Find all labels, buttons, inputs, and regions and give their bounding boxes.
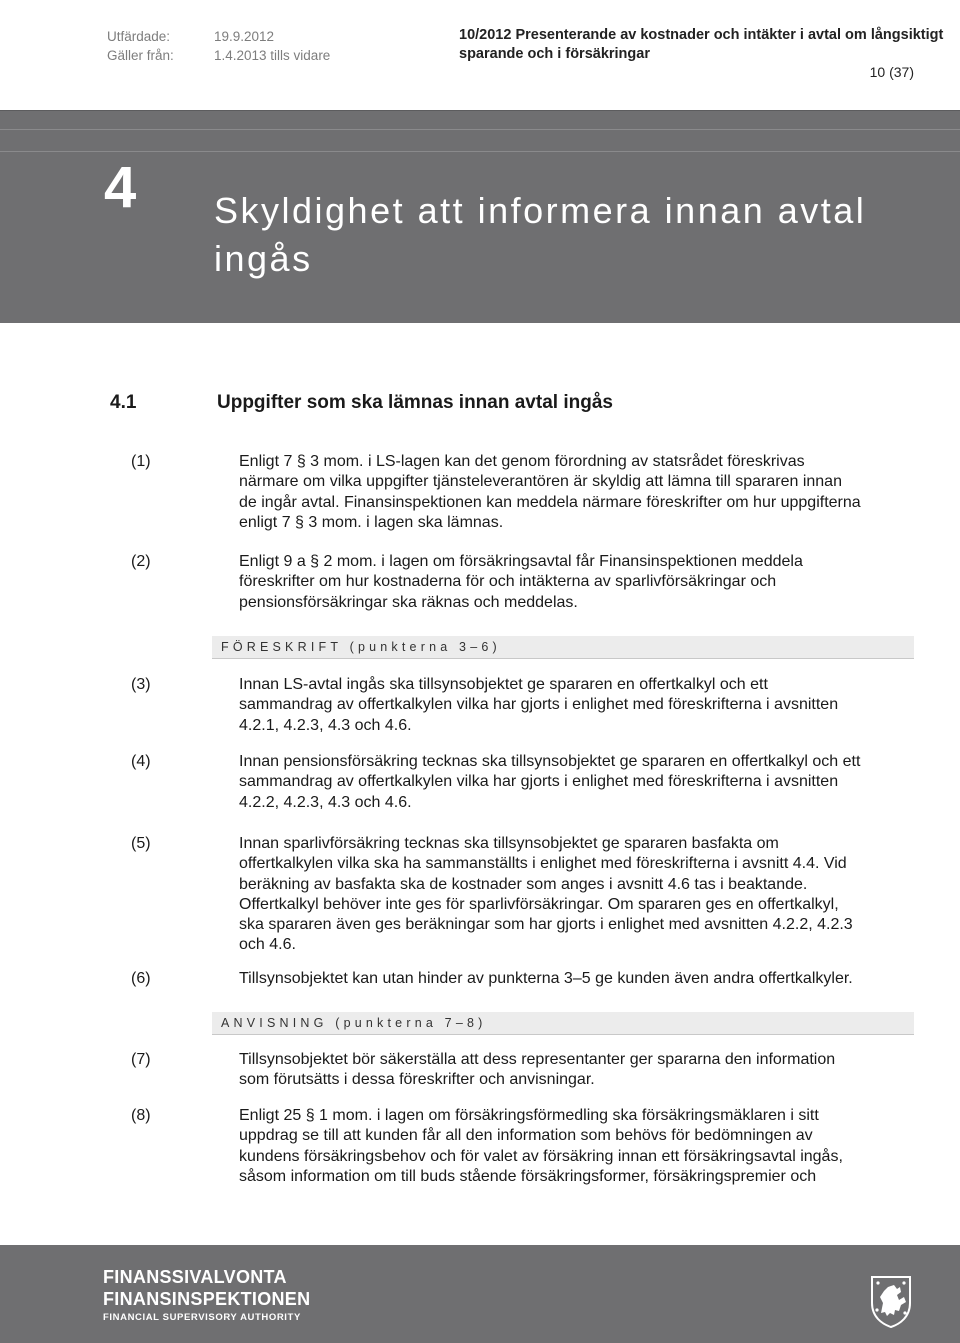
text-line: och 4.6.	[239, 936, 296, 954]
paragraph-number: (7)	[131, 1051, 151, 1068]
text-line: Offertkalkyl behöver inte ges för sparlivförsäkringar. Om spararen ges en offertkalkyl,	[239, 895, 839, 913]
section-number: 4.1	[110, 392, 137, 413]
text-line: de ingår avtal. Finansinspektionen kan meddela närmare föreskrifter om hur uppgifterna	[239, 493, 861, 511]
chapter-title-line-1: Skyldighet att informera innan avtal	[214, 190, 867, 231]
paragraph-number: (2)	[131, 553, 151, 570]
issued-date: 19.9.2012	[214, 29, 275, 44]
paragraph-text	[239, 969, 919, 989]
text-line: såsom information om till buds stående försäkringsformer, försäkringspremier och	[239, 1167, 817, 1185]
text-line: Innan pensionsförsäkring tecknas ska tillsynsobjektet ge spararen en offertkalkyl och ett	[239, 753, 861, 770]
text-line: Enligt 25 § 1 mom. i lagen om försäkringsförmedling ska försäkringsmäklaren i sitt	[239, 1107, 819, 1124]
paragraph-number: (5)	[131, 835, 151, 852]
document-title-line-2: sparande och i försäkringar	[459, 46, 650, 62]
banner-rule	[0, 151, 960, 152]
paragraph-text	[239, 675, 919, 736]
guidance-heading: ANVISNING (punkterna 7–8)	[221, 1016, 487, 1030]
chapter-banner	[0, 110, 960, 323]
paragraph-number: (6)	[131, 970, 151, 987]
footer-banner	[0, 1245, 960, 1343]
paragraph-text	[239, 452, 919, 533]
paragraph-number: (3)	[131, 676, 151, 693]
text-line: Innan sparlivförsäkring tecknas ska tillsynsobjektet ge spararen basfakta om	[239, 835, 779, 852]
text-line: Enligt 7 § 3 mom. i LS-lagen kan det genom förordning av statsrådet föreskrivas	[239, 453, 805, 470]
regulation-heading-box	[212, 636, 914, 659]
text-line: ska spararen även ges beräkningar som har gjorts i enlighet med avsnitten 4.2.2, 4.2.3	[239, 916, 853, 934]
text-line: föreskrifter om hur kostnaderna för och intäkterna av sparlivförsäkringar och	[239, 573, 777, 591]
regulation-heading: FÖRESKRIFT (punkterna 3–6)	[221, 640, 501, 654]
guidance-heading-box	[212, 1012, 914, 1035]
paragraph-text	[239, 834, 919, 956]
paragraph-number: (4)	[131, 753, 151, 770]
text-line: offertkalkylen vilka ska ha sammanställts i enlighet med föreskrifterna i avsnitt 4.4. Vid	[239, 855, 847, 873]
text-line: kundens försäkringsbehov och för valet av försäkring innan ett försäkringsavtal ingås,	[239, 1147, 843, 1165]
lion-coat-of-arms-icon	[866, 1273, 916, 1329]
text-line: 4.2.2, 4.2.3, 4.3 och 4.6.	[239, 793, 412, 811]
text-line: närmare om vilka uppgifter tjänsteleverantören är skyldig att lämna till spararen innan	[239, 473, 842, 491]
text-line: Tillsynsobjektet kan utan hinder av punkterna 3–5 ge kunden även andra offertkalkyler.	[239, 970, 853, 987]
text-line: sammandrag av offertkalkylen vilka har gjorts i enlighet med föreskrifterna i avsnitten	[239, 773, 839, 791]
text-line: uppdrag se till att kunden får all den information som behövs för bedömningen av	[239, 1127, 813, 1145]
text-line: 4.2.1, 4.2.3, 4.3 och 4.6.	[239, 716, 412, 734]
logo-english-name: FINANCIAL SUPERVISORY AUTHORITY	[103, 1312, 301, 1323]
paragraph-text	[239, 552, 919, 613]
paragraph-text	[239, 1050, 919, 1091]
text-line: Tillsynsobjektet bör säkerställa att dess representanter ger spararna den information	[239, 1051, 836, 1068]
document-title-line-1: 10/2012 Presenterande av kostnader och intäkter i avtal om långsiktigt	[459, 27, 944, 43]
text-line: Enligt 9 a § 2 mom. i lagen om försäkringsavtal får Finansinspektionen meddela	[239, 553, 803, 570]
text-line: som förutsätts i dessa föreskrifter och anvisningar.	[239, 1071, 595, 1089]
chapter-title	[214, 187, 894, 283]
valid-from-label: Gäller från:	[107, 48, 174, 63]
issued-label: Utfärdade:	[107, 29, 171, 44]
paragraph-number: (8)	[131, 1107, 151, 1124]
chapter-number: 4	[104, 155, 137, 220]
text-line: pensionsförsäkringar ska räknas och meddelas.	[239, 593, 578, 611]
paragraph-number: (1)	[131, 453, 151, 470]
text-line: sammandrag av offertkalkylen vilka har gjorts i enlighet med föreskrifterna i avsnitten	[239, 696, 839, 714]
page-number: 10 (37)	[869, 64, 914, 80]
section-title: Uppgifter som ska lämnas innan avtal ingås	[217, 392, 613, 413]
text-line: Innan LS-avtal ingås ska tillsynsobjektet ge spararen en offertkalkyl och ett	[239, 676, 768, 693]
logo-swedish-name: FINANSINSPEKTIONEN	[103, 1289, 311, 1309]
logo-finnish-name: FINANSSIVALVONTA	[103, 1267, 287, 1287]
text-line: enligt 7 § 3 mom. i lagen ska lämnas.	[239, 513, 504, 531]
paragraph-text	[239, 1106, 919, 1187]
chapter-title-line-2: ingås	[214, 238, 313, 279]
paragraph-text	[239, 752, 919, 813]
text-line: beräkning av basfakta ska de kostnader som anges i avsnitt 4.6 tas i beaktande.	[239, 875, 808, 893]
banner-rule	[0, 129, 960, 130]
valid-from-date: 1.4.2013 tills vidare	[214, 48, 331, 63]
